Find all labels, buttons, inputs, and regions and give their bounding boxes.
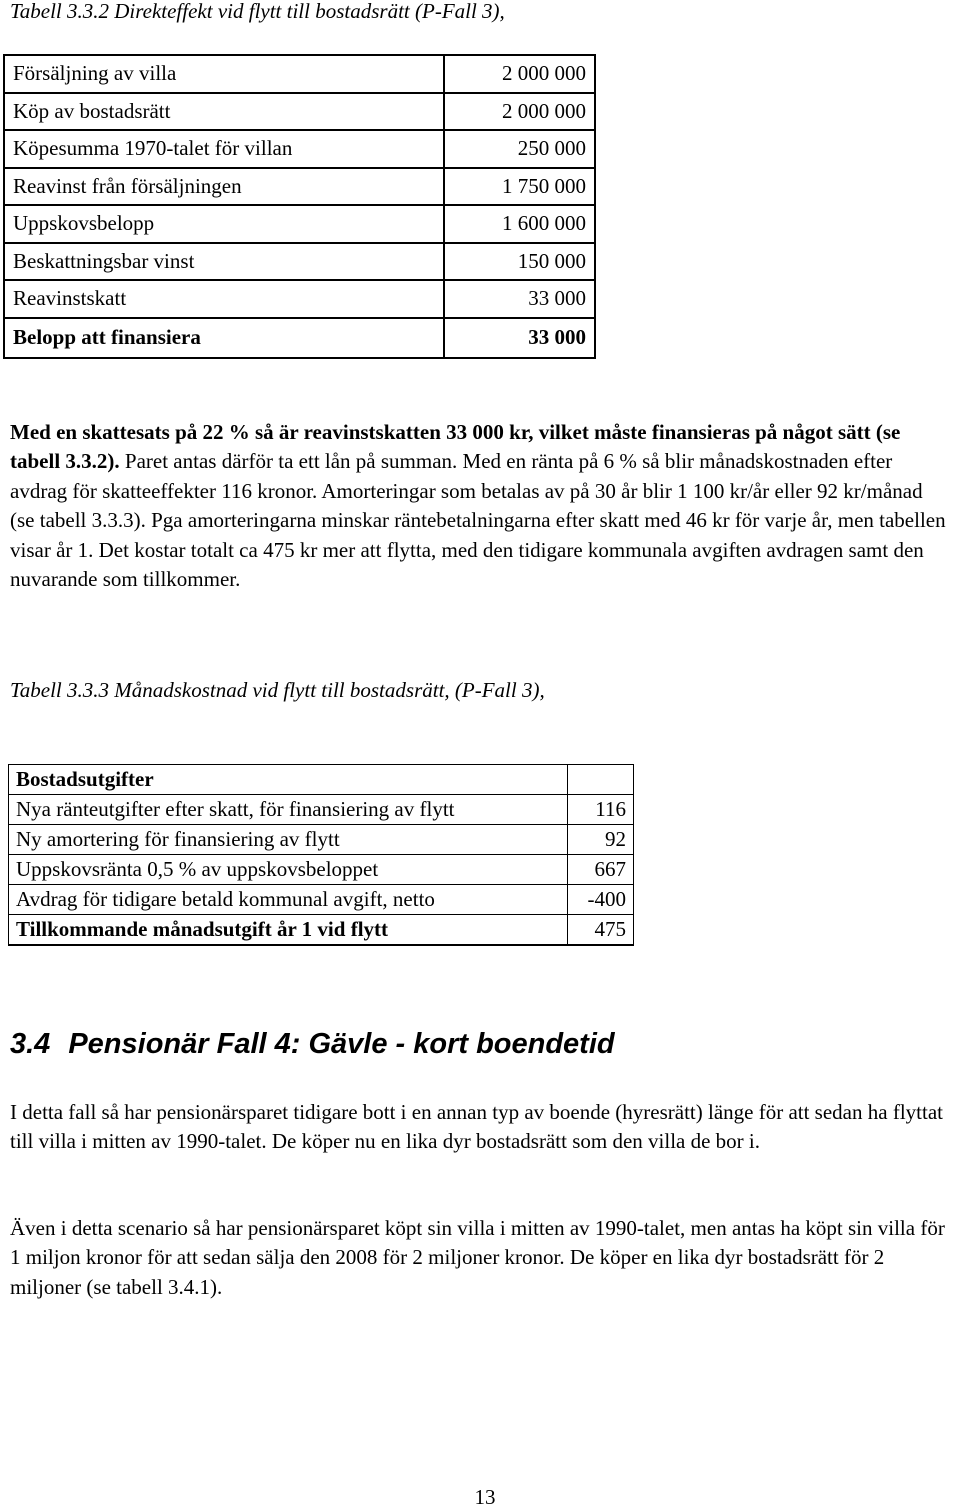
table-cell-label: Ny amortering för finansiering av flytt [9, 825, 568, 855]
table-cell-label: Köpesumma 1970-talet för villan [4, 130, 444, 168]
table-cell-label: Nya ränteutgifter efter skatt, för finansiering av flytt [9, 795, 568, 825]
paragraph-case-intro: I detta fall så har pensionärsparet tidigare bott i en annan typ av boende (hyresrätt) länge för att sedan ha flyttat till villa i mitten av 1990-talet. De köper nu en lika dyr bostadsrätt som den villa de bor i. [10, 1100, 943, 1154]
table-cell-value: 33 000 [444, 280, 595, 318]
table-cell-label: Uppskovsränta 0,5 % av uppskovsbeloppet [9, 855, 568, 885]
table-cell-value: 116 [568, 795, 634, 825]
paragraph-bold-part: Med en skattesats på 22 % så är reavinstskatten 33 000 kr, vilket måste finansieras på något sätt (se tabell 3.3.2). [10, 420, 901, 474]
table-cell-label: Köp av bostadsrätt [4, 93, 444, 131]
table-cell-value: 667 [568, 855, 634, 885]
direct-effect-table [3, 54, 596, 359]
table-row [4, 280, 595, 318]
table-row [4, 243, 595, 281]
table-row [4, 168, 595, 206]
table-row [4, 55, 595, 93]
table-header-empty [568, 765, 634, 795]
table-cell-value: 33 000 [444, 318, 595, 358]
table-cell-value: 1 600 000 [444, 205, 595, 243]
table-total-row [9, 915, 634, 946]
table-header-row [9, 765, 634, 795]
monthly-cost-table [8, 764, 634, 946]
table-cell-value: 92 [568, 825, 634, 855]
table2-caption: Tabell 3.3.3 Månadskostnad vid flytt till bostadsrätt, (P-Fall 3), [10, 678, 545, 702]
paragraph-scenario: Även i detta scenario så har pensionärsparet köpt sin villa i mitten av 1990-talet, men antas ha köpt sin villa för 1 miljon kronor för att sedan sälja den 2008 för 2 miljoner kronor. De köper en lika dyr bostadsrätt för 2 miljoner (se tabell 3.4.1). [10, 1216, 945, 1299]
table-cell-label: Avdrag för tidigare betald kommunal avgift, netto [9, 885, 568, 915]
table-total-label: Tillkommande månadsutgift år 1 vid flytt [9, 915, 568, 946]
table-cell-value: 2 000 000 [444, 93, 595, 131]
section-title: Pensionär Fall 4: Gävle - kort boendetid [68, 1028, 615, 1060]
table-cell-value: 250 000 [444, 130, 595, 168]
paragraph-normal-part: Paret antas därför ta ett lån på summan. Med en ränta på 6 % så blir månadskostnaden efter avdrag för skatteeffekter 116 kronor. Amorteringar som betalas av på 30 år blir 1 100 kr/år eller 92 kr/månad (se tabell 3.3.3). Pga amorteringarna minskar räntebetalningarna efter skatt med 46 kr för varje år, men tabellen visar år 1. Det kostar totalt ca 475 kr mer att flytta, med den tidigare kommunala avgiften avdragen samt den nuvarande som tillkommer. [10, 449, 946, 592]
table-cell-value: -400 [568, 885, 634, 915]
table-total-value: 475 [568, 915, 634, 946]
table-cell-label: Uppskovsbelopp [4, 205, 444, 243]
table-cell-value: 2 000 000 [444, 55, 595, 93]
table-cell-value: 1 750 000 [444, 168, 595, 206]
table-cell-label: Belopp att finansiera [4, 318, 444, 358]
section-heading [10, 1028, 615, 1061]
table-cell-label: Beskattningsbar vinst [4, 243, 444, 281]
table-row [9, 855, 634, 885]
section-number: 3.4 [10, 1028, 51, 1060]
table-cell-label: Reavinstskatt [4, 280, 444, 318]
table-row [9, 885, 634, 915]
table-row [9, 825, 634, 855]
table-cell-label: Reavinst från försäljningen [4, 168, 444, 206]
table-header-label: Bostadsutgifter [9, 765, 568, 795]
page-number: 13 [474, 1485, 496, 1509]
table-row [4, 318, 595, 358]
paragraph-tax-explanation [10, 418, 950, 594]
table-cell-label: Försäljning av villa [4, 55, 444, 93]
table-row [4, 205, 595, 243]
table-row [4, 130, 595, 168]
table-row [4, 93, 595, 131]
table1-caption: Tabell 3.3.2 Direkteffekt vid flytt till bostadsrätt (P-Fall 3), [10, 0, 505, 23]
table-cell-value: 150 000 [444, 243, 595, 281]
table-row [9, 795, 634, 825]
